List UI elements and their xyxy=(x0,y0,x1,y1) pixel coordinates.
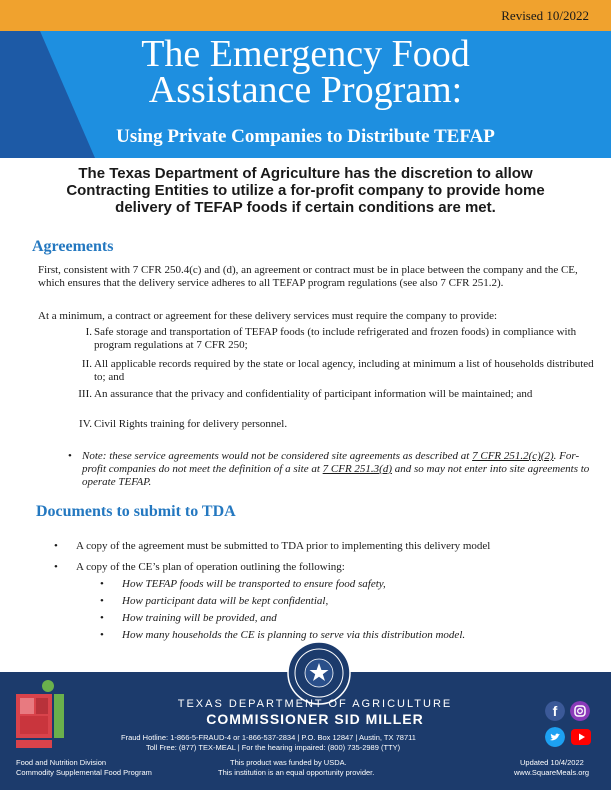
bullet-dot: • xyxy=(100,578,104,590)
subitem-text: How TEFAP foods will be transported to ensure food safety, xyxy=(122,578,386,590)
note-part-3: and so may not enter into site agreements to operate TEFAP. xyxy=(82,463,590,488)
equal-opportunity: This institution is an equal opportunity provider. xyxy=(218,768,375,777)
documents-heading: Documents to submit to TDA xyxy=(36,503,236,520)
cfr-251-2-link[interactable]: 7 CFR 251.2(c)(2) xyxy=(472,450,554,462)
title-line-2: Assistance Program: xyxy=(148,69,463,111)
website-link[interactable]: www.SquareMeals.org xyxy=(514,768,590,777)
requirement-number: I. xyxy=(85,326,92,338)
bullet-text: A copy of the agreement must be submitted to TDA prior to implementing this delivery model xyxy=(76,540,491,552)
note-part-1: Note: these service agreements would not be considered site agreements as described at xyxy=(82,450,473,462)
requirement-text: Civil Rights training for delivery personnel. xyxy=(94,418,288,430)
usda-funding: This product was funded by USDA. xyxy=(230,758,347,767)
commissioner-name: COMMISSIONER SID MILLER xyxy=(206,711,424,727)
bullet-dot: • xyxy=(100,595,104,607)
note-part-2: . For-profit companies do not meet the definition of a site at xyxy=(82,450,580,475)
program-name: Commodity Supplemental Food Program xyxy=(16,768,152,777)
title-line-1: The Emergency Food xyxy=(141,33,470,75)
agreements-paragraph-1: First, consistent with 7 CFR 250.4(c) and (d), an agreement or contract must be in place between the company and the CE, which ensures that the delivery service adheres to all TEFAP program regulations (see also 7 CFR 251.2). xyxy=(38,264,578,289)
bullet-dot: • xyxy=(100,612,104,624)
note-text xyxy=(82,450,592,489)
requirement-number: II. xyxy=(81,358,92,370)
agreements-heading: Agreements xyxy=(32,238,114,255)
requirement-text: Safe storage and transportation of TEFAP foods (to include refrigerated and frozen foods) in compliance with program regulations at 7 CFR 250; xyxy=(94,326,577,351)
page-subtitle: Using Private Companies to Distribute TEFAP xyxy=(116,126,495,147)
division-name: Food and Nutrition Division xyxy=(16,758,107,767)
bullet-dot: • xyxy=(54,561,58,573)
youtube-icon[interactable] xyxy=(571,727,591,747)
svg-text:f: f xyxy=(552,703,558,719)
updated-date: Updated 10/4/2022 xyxy=(520,758,584,767)
facebook-icon[interactable] xyxy=(545,701,565,721)
agreements-paragraph-2: At a minimum, a contract or agreement for these delivery services must require the company to provide: xyxy=(38,310,498,322)
revised-date: Revised 10/2022 xyxy=(501,8,589,23)
contact-line-1: Fraud Hotline: 1-866-5-FRAUD-4 or 1-866-537-2834 | P.O. Box 12847 | Austin, TX 78711 xyxy=(121,733,416,742)
square-meals-logo xyxy=(12,678,68,752)
intro-statement: The Texas Department of Agriculture has the discretion to allow Contracting Entities to utilize a for-profit company to provide home delivery of TEFAP foods if certain conditions are met. xyxy=(66,165,545,216)
note-bullet: • xyxy=(68,450,72,462)
bullet-dot: • xyxy=(54,540,58,552)
subitem-text: How training will be provided, and xyxy=(122,612,277,624)
subitem-text: How participant data will be kept confidential, xyxy=(122,595,329,607)
requirement-text: An assurance that the privacy and confidentiality of participant information will be maintained; and xyxy=(94,388,533,400)
twitter-icon[interactable] xyxy=(545,727,565,747)
requirement-text: All applicable records required by the state or local agency, including at minimum a list of households distributed to; and xyxy=(94,358,594,383)
instagram-icon[interactable] xyxy=(570,701,590,721)
tda-seal-icon xyxy=(287,641,351,705)
contact-line-2: Toll Free: (877) TEX-MEAL | For the hearing impaired: (800) 735-2989 (TTY) xyxy=(146,743,401,752)
bullet-text: A copy of the CE’s plan of operation outlining the following: xyxy=(76,561,345,573)
bullet-dot: • xyxy=(100,629,104,641)
subitem-text: How many households the CE is planning to serve via this distribution model. xyxy=(122,629,466,641)
cfr-251-3-link[interactable]: 7 CFR 251.3(d) xyxy=(322,463,393,475)
requirement-number: IV. xyxy=(79,418,92,430)
requirement-number: III. xyxy=(78,388,92,400)
agency-name: TEXAS DEPARTMENT OF AGRICULTURE xyxy=(177,698,453,710)
page-title xyxy=(0,33,611,111)
